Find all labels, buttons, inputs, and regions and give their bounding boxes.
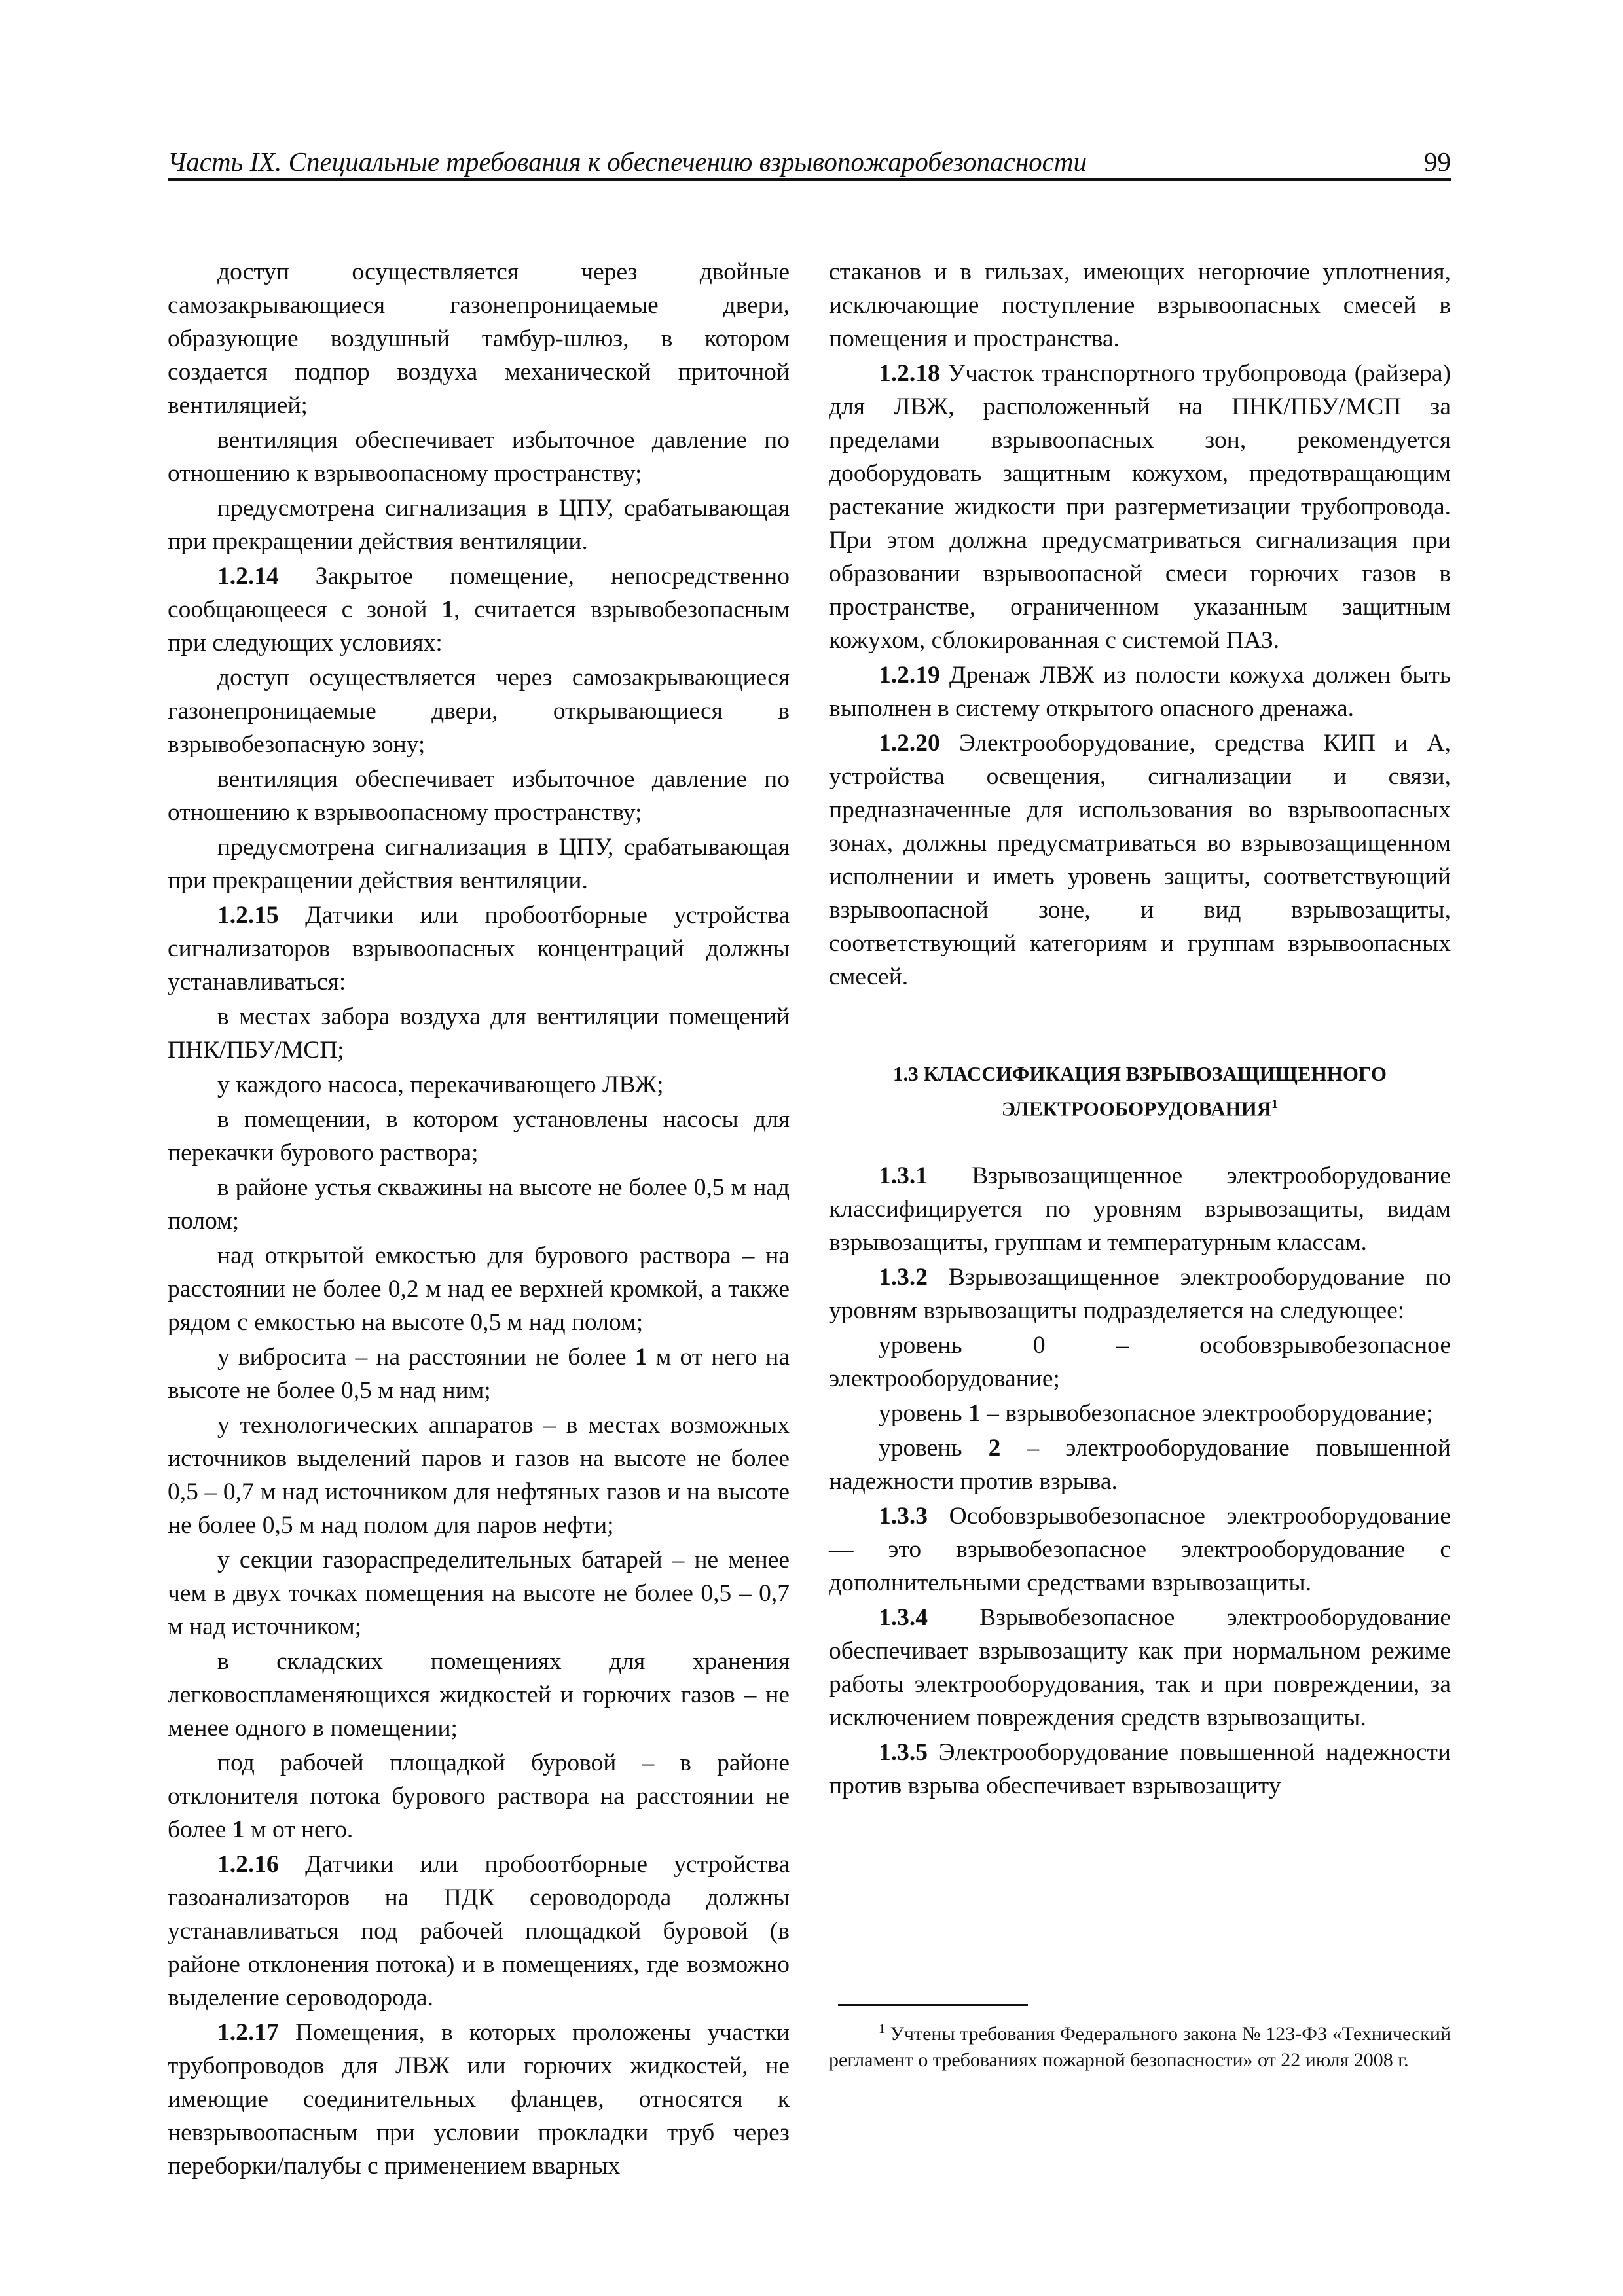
paragraph xyxy=(168,255,790,422)
paragraph xyxy=(168,661,790,761)
clause-number: 1.3.5 xyxy=(879,1739,928,1767)
clause-number: 1.3.1 xyxy=(879,1162,928,1190)
paragraph-text: в местах забора воздуха для вентиляции помещений ПНК/ПБУ/МСП; xyxy=(168,1003,790,1064)
paragraph-text: Электрооборудование повышенной надежности против взрыва обеспечивает взрывозащиту xyxy=(829,1739,1451,1800)
paragraph xyxy=(829,1261,1451,1327)
paragraph-text: Помещения, в которых проложены участки трубопроводов для ЛВЖ или горючих жидкостей, не имеющие соединительных фланцев, относятся к невзрывоопасным при условии прокладки труб через переборки/палубы с применением вварных xyxy=(168,2019,790,2179)
paragraph xyxy=(168,2016,790,2183)
bold-value: 1 xyxy=(232,1816,245,1843)
section-heading xyxy=(829,1059,1451,1124)
paragraph-text: Закрытое помещение, непосредственно сообщающееся с зоной xyxy=(168,563,790,623)
paragraph xyxy=(168,560,790,660)
bold-value: 1 xyxy=(634,1344,647,1371)
paragraph xyxy=(829,1397,1451,1430)
paragraph-text: у технологических аппаратов – в местах возможных источников выделений паров и газов на высоте не более 0,5 – 0,7 м над источником для нефтяных газов и на высоте не более 0,5 м над полом для паров нефти; xyxy=(168,1412,790,1539)
paragraph xyxy=(829,658,1451,725)
bold-value: 2 xyxy=(988,1435,1001,1462)
clause-number: 1.3.3 xyxy=(879,1503,928,1530)
paragraph-text: вентиляция обеспечивает избыточное давление по отношению к взрывоопасному пространству; xyxy=(168,427,790,487)
paragraph-text: Взрывозащищенное электрооборудование классифицируется по уровням взрывозащиты, видам взрывозащиты, группам и температурным классам. xyxy=(829,1162,1451,1257)
paragraph xyxy=(168,1543,790,1643)
paragraph-text-continued: – электрооборудование повышенной надежности против взрыва. xyxy=(829,1435,1451,1496)
paragraph xyxy=(829,1499,1451,1600)
paragraph-text: Дренаж ЛВЖ из полости кожуха должен быть выполнен в систему открытого опасного дренажа. xyxy=(829,662,1451,722)
paragraph-text: у каждого насоса, перекачивающего ЛВЖ; xyxy=(217,1071,664,1098)
section-footnote-mark: 1 xyxy=(1271,1097,1279,1111)
clause-number: 1.2.16 xyxy=(217,1851,279,1878)
paragraph xyxy=(168,762,790,829)
section-heading-line1: 1.3 КЛАССИФИКАЦИЯ ВЗРЫВОЗАЩИЩЕННОГО xyxy=(892,1062,1387,1085)
page-number: 99 xyxy=(1424,147,1451,177)
paragraph xyxy=(829,1431,1451,1498)
paragraph-text: Особовзрывобезопасное электрооборудование — это взрывобезопасное электрооборудование с дополнительными средствами взрывозащиты. xyxy=(829,1503,1451,1597)
running-header xyxy=(168,145,1451,178)
paragraph-text: стаканов и в гильзах, имеющих негорючие уплотнения, исключающие поступление взрывоопасных смесей в помещения и пространства. xyxy=(829,259,1451,352)
clause-number: 1.2.15 xyxy=(217,902,279,929)
paragraph xyxy=(829,726,1451,994)
paragraph-text: Датчики или пробоотборные устройства сигнализаторов взрывоопасных концентраций должны устанавливаться: xyxy=(168,902,790,996)
paragraph xyxy=(829,1736,1451,1803)
paragraph xyxy=(168,899,790,999)
paragraph xyxy=(168,831,790,897)
paragraph-text: Взрывобезопасное электрооборудование обеспечивает взрывозащиту как при нормальном режиме работы электрооборудования, так и при повреждении, за исключением повреждения средств взрывозащиты. xyxy=(829,1604,1451,1732)
paragraph xyxy=(168,492,790,558)
clause-number: 1.2.19 xyxy=(879,662,940,689)
paragraph-text: Электрооборудование, средства КИП и А, устройства освещения, сигнализации и связи, предназначенные для использования во взрывоопасных зонах, должны предусматриваться во взрывозащищенном исполнении и иметь уровень защиты, соответствующий взрывоопасной зоне, и вид взрывозащиты, соответствующий категориям и группам взрывоопасных смесей. xyxy=(829,730,1451,990)
clause-number: 1.2.18 xyxy=(879,360,940,387)
paragraph xyxy=(829,1601,1451,1734)
paragraph xyxy=(829,1159,1451,1259)
paragraph-text: у секции газораспределительных батарей – не менее чем в двух точках помещения на высоте не более 0,5 – 0,7 м над источником; xyxy=(168,1547,790,1640)
paragraph-text-continued: – взрывобезопасное электрооборудование; xyxy=(980,1400,1433,1427)
paragraph xyxy=(829,357,1451,657)
paragraph-text: уровень xyxy=(879,1400,968,1427)
paragraph-text: в районе устья скважины на высоте не более 0,5 м над полом; xyxy=(168,1174,790,1234)
paragraph xyxy=(168,1000,790,1067)
clause-number: 1.2.20 xyxy=(879,730,940,757)
paragraph xyxy=(168,1408,790,1542)
footnote-text: Учтены требования Федерального закона № 123-ФЗ «Технический регламент о требованиях пожарной безопасности» от 22 июля 2008 г. xyxy=(829,2023,1451,2071)
paragraph-text-continued: м от него на высоте не более 0,5 м над ним; xyxy=(168,1344,790,1404)
paragraph-text: доступ осуществляется через двойные самозакрывающиеся газонепроницаемые двери, образующие воздушный тамбур-шлюз, в котором создается подпор воздуха механической приточной вентиляцией; xyxy=(168,259,790,419)
paragraph-text: Взрывозащищенное электрооборудование по уровням взрывозащиты подразделяется на следующее: xyxy=(829,1264,1451,1325)
section-heading-line2: ЭЛЕКТРООБОРУДОВАНИЯ xyxy=(1001,1097,1272,1121)
paragraph-text: в помещении, в котором установлены насосы для перекачки бурового раствора; xyxy=(168,1106,790,1166)
clause-number: 1.2.17 xyxy=(217,2019,279,2046)
paragraph-text: Участок транспортного трубопровода (райзера) для ЛВЖ, расположенный на ПНК/ПБУ/МСП за пределами взрывоопасных зон, рекомендуется дооборудовать защитным кожухом, предотвращающим растекание жидкости при разгерметизации трубопровода. При этом должна предусматриваться сигнализация при образовании взрывоопасной смеси горючих газов в пространстве, ограниченном указанным защитным кожухом, сблокированная с системой ПАЗ. xyxy=(829,360,1451,654)
paragraph-text: уровень 0 – особовзрывобезопасное электрооборудование; xyxy=(829,1332,1451,1393)
footnote-rule xyxy=(838,2004,1028,2006)
footnote xyxy=(829,2016,1451,2073)
paragraph-text-continued: , считается взрывобезопасным при следующих условиях: xyxy=(168,596,790,656)
paragraph-text: Датчики или пробоотборные устройства газоанализаторов на ПДК сероводорода должны устанавливаться под рабочей площадкой буровой (в районе отклонения потока) и в помещениях, где возможно выделение сероводорода. xyxy=(168,1851,790,2011)
paragraph-text: доступ осуществляется через самозакрывающиеся газонепроницаемые двери, открывающиеся в взрывобезопасную зону; xyxy=(168,664,790,758)
footnote-mark: 1 xyxy=(879,2022,885,2036)
paragraph xyxy=(168,1340,790,1407)
right-column-top xyxy=(829,255,1451,994)
bold-value: 1 xyxy=(968,1400,981,1427)
bold-value: 1 xyxy=(441,596,454,623)
paragraph xyxy=(168,1171,790,1238)
paragraph-text: над открытой емкостью для бурового раствора – на расстоянии не более 0,2 м над ее верхней кромкой, а также рядом с емкостью на высоте 0,5 м над полом; xyxy=(168,1242,790,1336)
left-column xyxy=(168,255,790,2184)
paragraph xyxy=(168,1645,790,1745)
paragraph xyxy=(168,1103,790,1170)
clause-number: 1.2.14 xyxy=(217,563,279,590)
clause-number: 1.3.4 xyxy=(879,1604,928,1632)
paragraph-text: у вибросита – на расстоянии не более xyxy=(217,1344,635,1371)
paragraph xyxy=(168,1068,790,1102)
paragraph-text: в складских помещениях для хранения легковоспламеняющихся жидкостей и горючих газов – не менее одного в помещении; xyxy=(168,1648,790,1742)
paragraph xyxy=(829,1329,1451,1395)
clause-number: 1.3.2 xyxy=(879,1264,928,1291)
right-column-bottom xyxy=(829,1159,1451,1803)
header-rule xyxy=(168,178,1451,181)
paragraph-text: предусмотрена сигнализация в ЦПУ, срабатывающая при прекращении действия вентиляции. xyxy=(168,834,790,894)
paragraph xyxy=(168,1848,790,2015)
paragraph xyxy=(829,255,1451,355)
paragraph xyxy=(168,423,790,490)
paragraph-text: вентиляция обеспечивает избыточное давление по отношению к взрывоопасному пространству; xyxy=(168,766,790,826)
paragraph-text-continued: м от него. xyxy=(244,1816,354,1843)
paragraph xyxy=(168,1746,790,1846)
paragraph-text: предусмотрена сигнализация в ЦПУ, срабатывающая при прекращении действия вентиляции. xyxy=(168,495,790,555)
paragraph xyxy=(168,1239,790,1339)
paragraph-text: под рабочей площадкой буровой – в районе отклонителя потока бурового раствора на расстоянии не более xyxy=(168,1749,790,1843)
paragraph-text: уровень xyxy=(879,1435,989,1462)
right-column xyxy=(829,255,1451,1804)
running-header-title: Часть IX. Специальные требования к обеспечению взрывопожаробезопасности xyxy=(168,147,1087,177)
